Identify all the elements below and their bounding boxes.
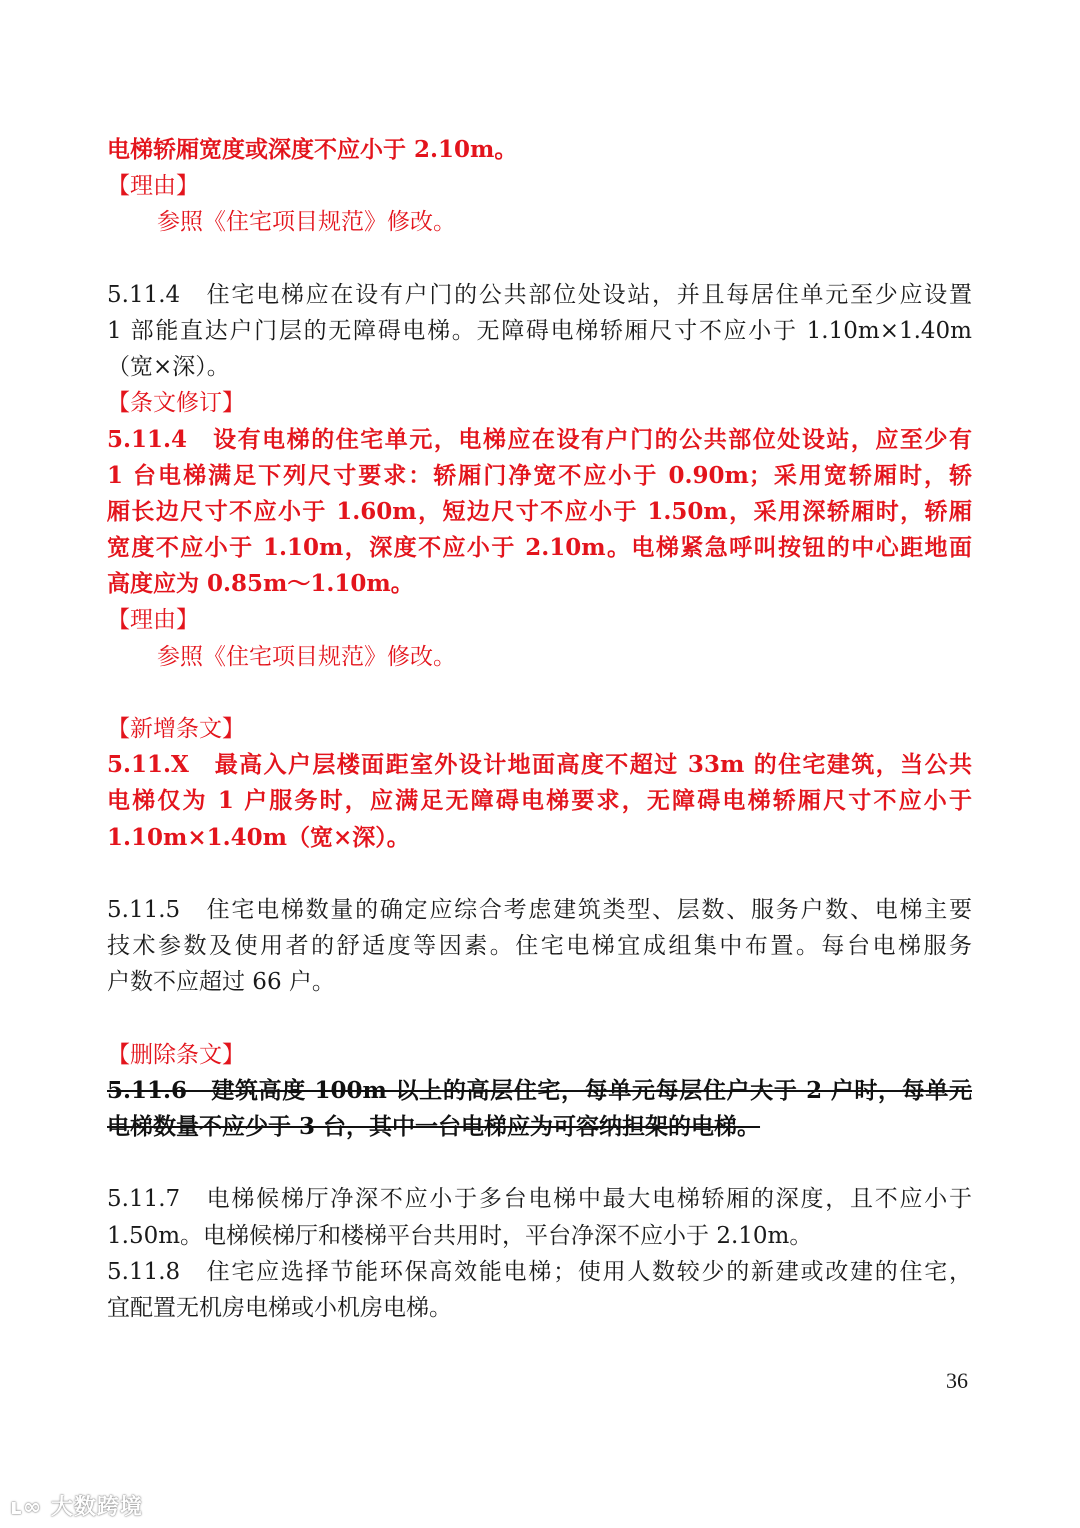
clause-5-11-4-original	[107, 277, 972, 386]
clause-line: 厢长边尺寸不应小于 1.60m，短边尺寸不应小于 1.50m，采用深轿厢时，轿厢	[107, 497, 972, 525]
clause-5-11-4-revised	[107, 422, 972, 603]
clause-line: 1.50m。电梯候梯厅和楼梯平台共用时，平台净深不应小于 2.10m。	[107, 1222, 813, 1249]
document-page	[107, 132, 972, 1326]
clause-line: 电梯仅为 1 户服务时，应满足无障碍电梯要求，无障碍电梯轿厢尺寸不应小于	[107, 787, 972, 815]
clause-line-struck: 电梯数量不应少于 3 台，其中一台电梯应为可容纳担架的电梯。	[107, 1113, 761, 1141]
clause-5-11-7	[107, 1181, 972, 1253]
clause-line: 5.11.5 住宅电梯数量的确定应综合考虑建筑类型、层数、服务户数、电梯主要	[107, 896, 972, 923]
reason-text: 参照《住宅项目规范》修改。	[157, 209, 456, 236]
clause-line: 5.11.4 设有电梯的住宅单元，电梯应在设有户门的公共部位处设站，应至少有	[107, 425, 972, 453]
clause-line: （宽×深）。	[107, 354, 230, 381]
watermark-logo	[10, 1490, 143, 1521]
revision-fragment-line: 电梯轿厢宽度或深度不应小于 2.10m。	[107, 136, 518, 163]
clause-5-11-x-new	[107, 747, 972, 856]
clause-line: 1 台电梯满足下列尺寸要求：轿厢门净宽不应小于 0.90m；采用宽轿厢时，轿	[107, 461, 972, 489]
clause-line: 户数不应超过 66 户。	[107, 969, 335, 996]
clause-line: 5.11.X 最高入户层楼面距室外设计地面高度不超过 33m 的住宅建筑，当公共	[107, 751, 972, 779]
reason-text: 参照《住宅项目规范》修改。	[157, 643, 456, 670]
clause-line: 1.10m×1.40m（宽×深）。	[107, 823, 410, 851]
clause-line: 高度应为 0.85m～1.10m。	[107, 570, 414, 598]
page-number: 36	[946, 1368, 968, 1393]
clause-line: 宽度不应小于 1.10m，深度不应小于 2.10m。电梯紧急呼叫按钮的中心距地面	[107, 534, 972, 562]
clause-line-struck: 5.11.6 建筑高度 100m 以上的高层住宅，每单元每层住户大于 2 户时，每单元	[107, 1076, 972, 1104]
clause-line: 5.11.8 住宅应选择节能环保高效能电梯；使用人数较少的新建或改建的住宅，	[107, 1258, 972, 1285]
watermark-text: 大数跨境	[50, 1495, 143, 1520]
reason-label: 【理由】	[107, 173, 199, 200]
clause-line: 技术参数及使用者的舒适度等因素。住宅电梯宜成组集中布置。每台电梯服务	[107, 933, 972, 960]
clause-line: 5.11.4 住宅电梯应在设有户门的公共部位处设站，并且每居住单元至少应设置	[107, 281, 972, 308]
watermark-icon: ʟ∞	[10, 1495, 51, 1520]
clause-5-11-6-deleted	[107, 1073, 972, 1145]
delete-clause-label: 【删除条文】	[107, 1041, 245, 1068]
clause-line: 5.11.7 电梯候梯厅净深不应小于多台电梯中最大电梯轿厢的深度，且不应小于	[107, 1186, 972, 1213]
clause-5-11-8	[107, 1254, 972, 1326]
clause-line: 1 部能直达户门层的无障碍电梯。无障碍电梯轿厢尺寸不应小于 1.10m×1.40m	[107, 317, 972, 344]
revision-label: 【条文修订】	[107, 390, 245, 417]
new-clause-label: 【新增条文】	[107, 716, 245, 742]
reason-label: 【理由】	[107, 607, 199, 634]
clause-line: 宜配置无机房电梯或小机房电梯。	[107, 1295, 452, 1321]
clause-5-11-5	[107, 892, 972, 1001]
